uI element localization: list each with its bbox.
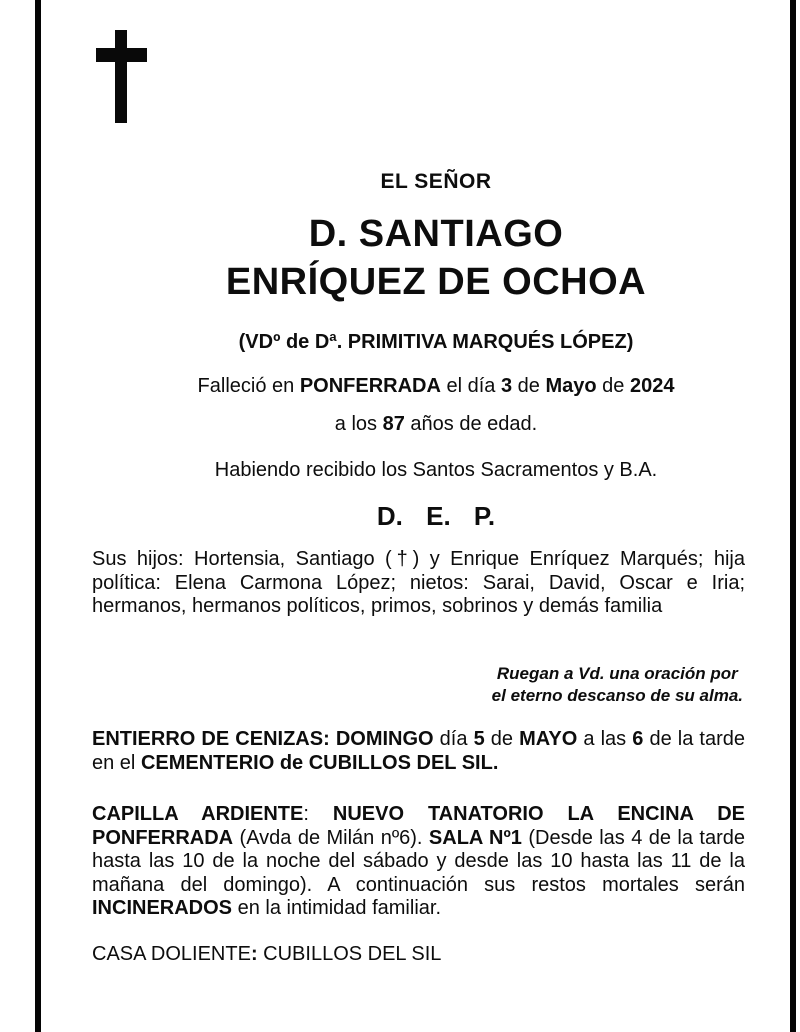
honorific-title: EL SEÑOR bbox=[380, 170, 492, 193]
cross-vertical-bar bbox=[115, 30, 127, 123]
family-paragraph: Sus hijos: Hortensia, Santiago (†) y Enrique Enríquez Marqués; hija política: Elena Carmona López; nietos: Sarai, David, Oscar e Iria; hermanos, hermanos políticos, primos, sobrinos y demás familia bbox=[92, 548, 745, 617]
burial-announcement: ENTIERRO DE CENIZAS: DOMINGO día 5 de MAYO a las 6 de la tarde en el CEMENTERIO de CUBILLOS DEL SIL. bbox=[92, 728, 746, 774]
wake-announcement: CAPILLA ARDIENTE: NUEVO TANATORIO LA ENCINA DE PONFERRADA (Avda de Milán nº6). SALA Nº1 (Desde las 4 de la tarde hasta las 10 de la noche del sábado y desde las 10 hasta las 11 de la mañana del domingo). A continuación sus restos mortales serán INCINERADOS en la intimidad familiar. bbox=[92, 803, 745, 919]
deceased-name bbox=[92, 210, 780, 306]
mourning-home-line: CASA DOLIENTE: CUBILLOS DEL SIL bbox=[92, 943, 442, 965]
prayer-line1: Ruegan a Vd. una oración por bbox=[496, 664, 738, 683]
sacraments-line: Habiendo recibido los Santos Sacramentos y B.A. bbox=[214, 459, 658, 481]
widower-note: (VDº de Dª. PRIMITIVA MARQUÉS LÓPEZ) bbox=[238, 331, 634, 353]
left-border-rule bbox=[35, 0, 41, 1032]
age-line: a los 87 años de edad. bbox=[334, 413, 538, 435]
cross-horizontal-bar bbox=[96, 48, 147, 62]
death-place-date-line: Falleció en PONFERRADA el día 3 de Mayo de 2024 bbox=[197, 375, 675, 397]
dep-abbreviation: D. E. P. bbox=[376, 501, 496, 531]
deceased-name-line2: ENRÍQUEZ DE OCHOA bbox=[225, 261, 647, 303]
right-border-rule bbox=[790, 0, 796, 1032]
deceased-name-line1: D. SANTIAGO bbox=[308, 213, 564, 255]
prayer-line2: el eterno descanso de su alma. bbox=[491, 685, 743, 705]
prayer-request bbox=[492, 663, 743, 706]
